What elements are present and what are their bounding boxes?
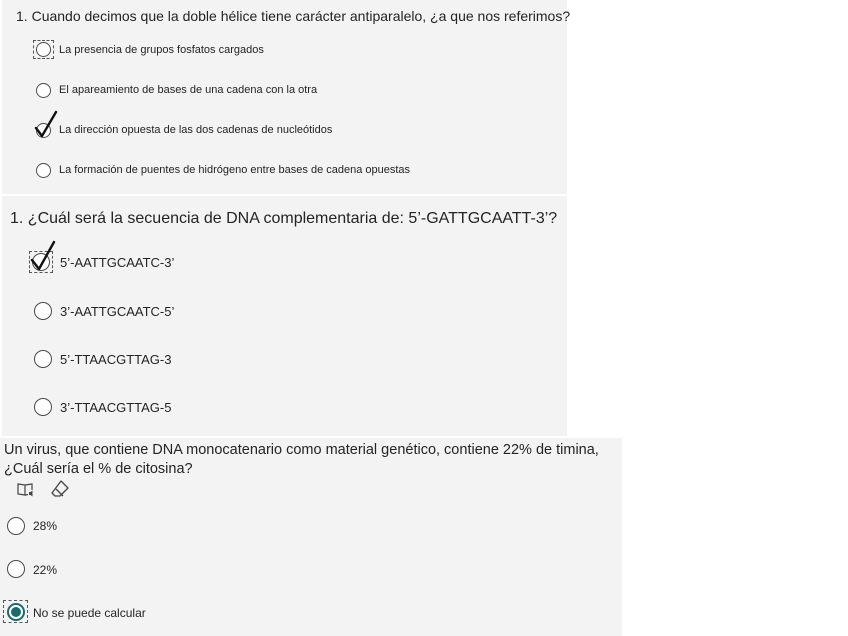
radio-button[interactable] [7, 517, 25, 535]
option-label: 5’-AATTGCAATC-3’ [60, 255, 175, 270]
radio-button[interactable] [34, 302, 52, 320]
radio-dot [11, 607, 21, 617]
question-3-card [0, 438, 622, 636]
option-label: La formación de puentes de hidrógeno entre bases de cadena opuestas [59, 164, 411, 176]
option-label: El apareamiento de bases de una cadena con la otra [59, 84, 318, 96]
question-1-title [16, 8, 570, 24]
option-label: La dirección opuesta de las dos cadenas de nucleótidos [59, 124, 333, 136]
question-1-number: 1. [16, 8, 28, 24]
eraser-icon[interactable] [50, 479, 70, 498]
radio-button[interactable] [36, 83, 51, 98]
question-2-title [10, 210, 557, 228]
immersive-reader-icon[interactable] [16, 482, 36, 498]
option-label: 22% [33, 563, 58, 577]
question-3-line-2: ¿Cuál sería el % de citosina? [4, 461, 193, 477]
option-label: 5’-TTAACGTTAG-3 [60, 352, 172, 367]
question-2-text: ¿Cuál será la secuencia de DNA complementaria de: 5’-GATTGCAATT-3’? [27, 210, 558, 227]
question-1-card [2, 0, 571, 194]
option-label: No se puede calcular [33, 606, 146, 620]
question-2-card [2, 196, 567, 436]
checkmark-icon [28, 240, 58, 272]
question-1-text: Cuando decimos que la doble hélice tiene carácter antiparalelo, ¿a que nos referimos? [31, 8, 571, 24]
radio-button[interactable] [7, 560, 25, 578]
radio-button[interactable] [34, 398, 52, 416]
option-label: 3’-AATTGCAATC-5’ [60, 304, 175, 319]
radio-button[interactable] [36, 163, 51, 178]
radio-button[interactable] [36, 42, 51, 57]
radio-button-selected[interactable] [7, 603, 25, 621]
option-label: 28% [33, 519, 58, 533]
option-label: 3’-TTAACGTTAG-5 [60, 400, 172, 415]
question-3-line-1: Un virus, que contiene DNA monocatenario como material genético, contiene 22% de timina, [4, 442, 599, 458]
option-label: La presencia de grupos fosfatos cargados [59, 44, 264, 56]
checkmark-icon [32, 110, 60, 140]
question-2-number: 1. [10, 210, 24, 227]
radio-button[interactable] [34, 350, 52, 368]
